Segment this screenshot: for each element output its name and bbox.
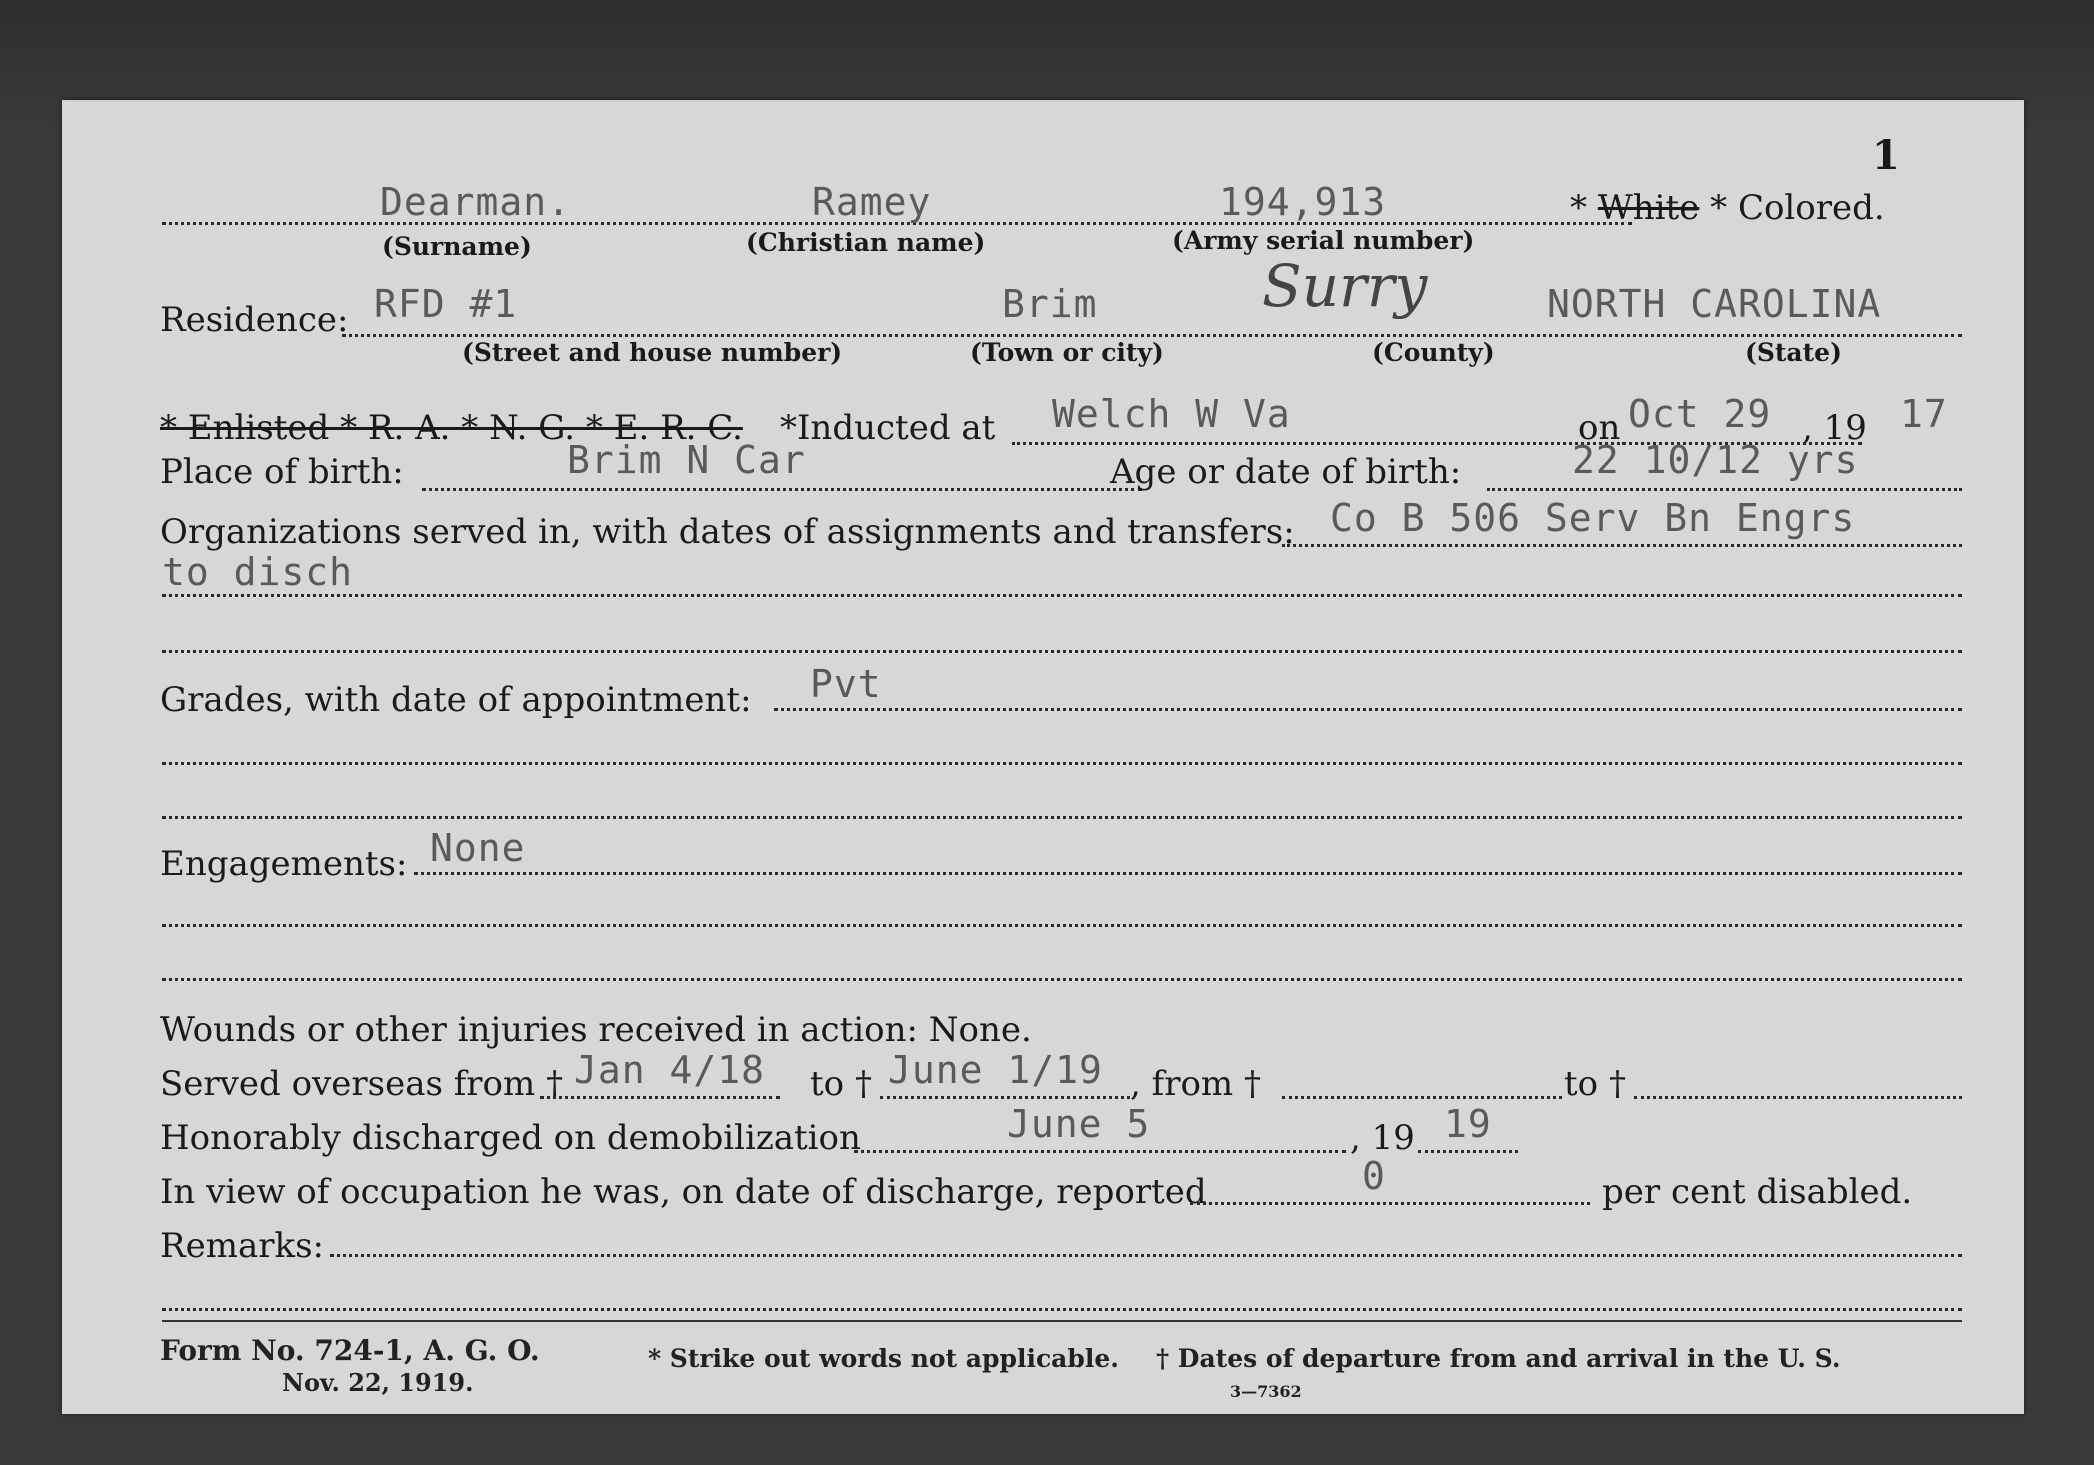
organizations-value-2: to disch <box>162 550 354 594</box>
engagements-line-2 <box>162 924 1962 927</box>
christian-name-caption: (Christian name) <box>746 228 986 257</box>
inducted-year-prefix: , 19 <box>1802 408 1867 448</box>
serial-number-caption: (Army serial number) <box>1172 226 1475 255</box>
discharge-year-line <box>1418 1150 1518 1153</box>
form-date: Nov. 22, 1919. <box>282 1368 474 1397</box>
county-handwritten: Surry <box>1262 252 1428 320</box>
overseas-to-line <box>880 1096 1130 1099</box>
organizations-line-1 <box>1282 544 1962 547</box>
on-label: on <box>1578 408 1621 448</box>
place-of-birth-value: Brim N Car <box>567 438 806 482</box>
inducted-at-value: Welch W Va <box>1052 392 1291 436</box>
grades-line-2 <box>162 762 1962 765</box>
discharge-year-value: 19 <box>1444 1102 1492 1146</box>
overseas-to-value: June 1/19 <box>888 1048 1103 1092</box>
per-cent-disabled-label: per cent disabled. <box>1602 1172 1913 1212</box>
age-line <box>1487 488 1962 491</box>
street-caption: (Street and house number) <box>462 338 843 367</box>
overseas-from-2-label: , from † <box>1130 1064 1261 1104</box>
place-of-birth-label: Place of birth: <box>160 452 404 492</box>
discharge-date-line <box>854 1150 1346 1153</box>
discharge-date-value: June 5 <box>1007 1102 1151 1146</box>
disabled-percent-value: 0 <box>1362 1154 1386 1198</box>
age-value: 22 10/12 yrs <box>1572 438 1859 482</box>
state-value: NORTH CAROLINA <box>1547 282 1882 326</box>
colored-option: * Colored. <box>1710 188 1885 228</box>
overseas-from-2-line <box>1282 1096 1562 1099</box>
service-record-card <box>62 100 2024 1414</box>
grade-value: Pvt <box>810 662 882 706</box>
overseas-from-value: Jan 4/18 <box>574 1048 766 1092</box>
engagements-value: None <box>430 826 526 870</box>
town-caption: (Town or city) <box>970 338 1164 367</box>
surname-value: Dearman. <box>380 180 572 224</box>
organizations-label: Organizations served in, with dates of assignments and transfers: <box>160 512 1295 552</box>
print-code: 3—7362 <box>1230 1382 1302 1401</box>
in-view-label: In view of occupation he was, on date of discharge, reported <box>160 1172 1207 1212</box>
overseas-from-line <box>540 1096 780 1099</box>
grades-label: Grades, with date of appointment: <box>160 680 752 720</box>
age-label: Age or date of birth: <box>1110 452 1462 492</box>
disabled-percent-line <box>1190 1202 1590 1205</box>
organizations-line-2 <box>162 594 1962 597</box>
street-value: RFD #1 <box>374 282 518 326</box>
enlisted-label: * Enlisted * R. A. * N. G. * E. R. C. <box>160 408 743 448</box>
residence-line <box>342 334 1962 337</box>
strike-note: * Strike out words not applicable. <box>648 1344 1119 1373</box>
overseas-to-label: to † <box>810 1064 872 1104</box>
inducted-at-line <box>1012 442 1632 445</box>
page-number: 1 <box>1872 132 1900 179</box>
discharged-label: Honorably discharged on demobilization <box>160 1118 861 1158</box>
inducted-at-label: *Inducted at <box>780 408 996 448</box>
served-overseas-label: Served overseas from † <box>160 1064 564 1104</box>
discharge-year-prefix: , 19 <box>1350 1118 1415 1158</box>
state-caption: (State) <box>1745 338 1842 367</box>
organizations-value-1: Co B 506 Serv Bn Engrs <box>1330 496 1856 540</box>
engagements-line-3 <box>162 978 1962 981</box>
form-number: Form No. 724-1, A. G. O. <box>160 1334 540 1367</box>
remarks-label: Remarks: <box>160 1226 324 1266</box>
remarks-line-2 <box>162 1308 1962 1311</box>
overseas-to-2-line <box>1634 1096 1962 1099</box>
grades-line-1 <box>774 708 1962 711</box>
residence-label: Residence: <box>160 300 349 340</box>
inducted-year-value: 17 <box>1900 392 1948 436</box>
surname-caption: (Surname) <box>382 232 532 261</box>
serial-number-value: 194,913 <box>1219 180 1387 224</box>
white-option: White <box>1597 188 1700 228</box>
footer-rule <box>162 1320 1962 1322</box>
engagements-label: Engagements: <box>160 844 408 884</box>
christian-name-value: Ramey <box>812 180 932 224</box>
grades-line-3 <box>162 816 1962 819</box>
race-options: * White * Colored. <box>1570 188 1885 228</box>
county-caption: (County) <box>1372 338 1495 367</box>
organizations-line-3 <box>162 650 1962 653</box>
overseas-to-2-label: to † <box>1564 1064 1626 1104</box>
dates-note: † Dates of departure from and arrival in the U. S. <box>1156 1344 1841 1373</box>
wounds-label: Wounds or other injuries received in action: None. <box>160 1010 1032 1050</box>
inducted-date-value: Oct 29 <box>1628 392 1772 436</box>
town-value: Brim <box>1002 282 1098 326</box>
remarks-line-1 <box>330 1254 1962 1257</box>
engagements-line-1 <box>414 872 1962 875</box>
place-of-birth-line <box>422 488 1142 491</box>
